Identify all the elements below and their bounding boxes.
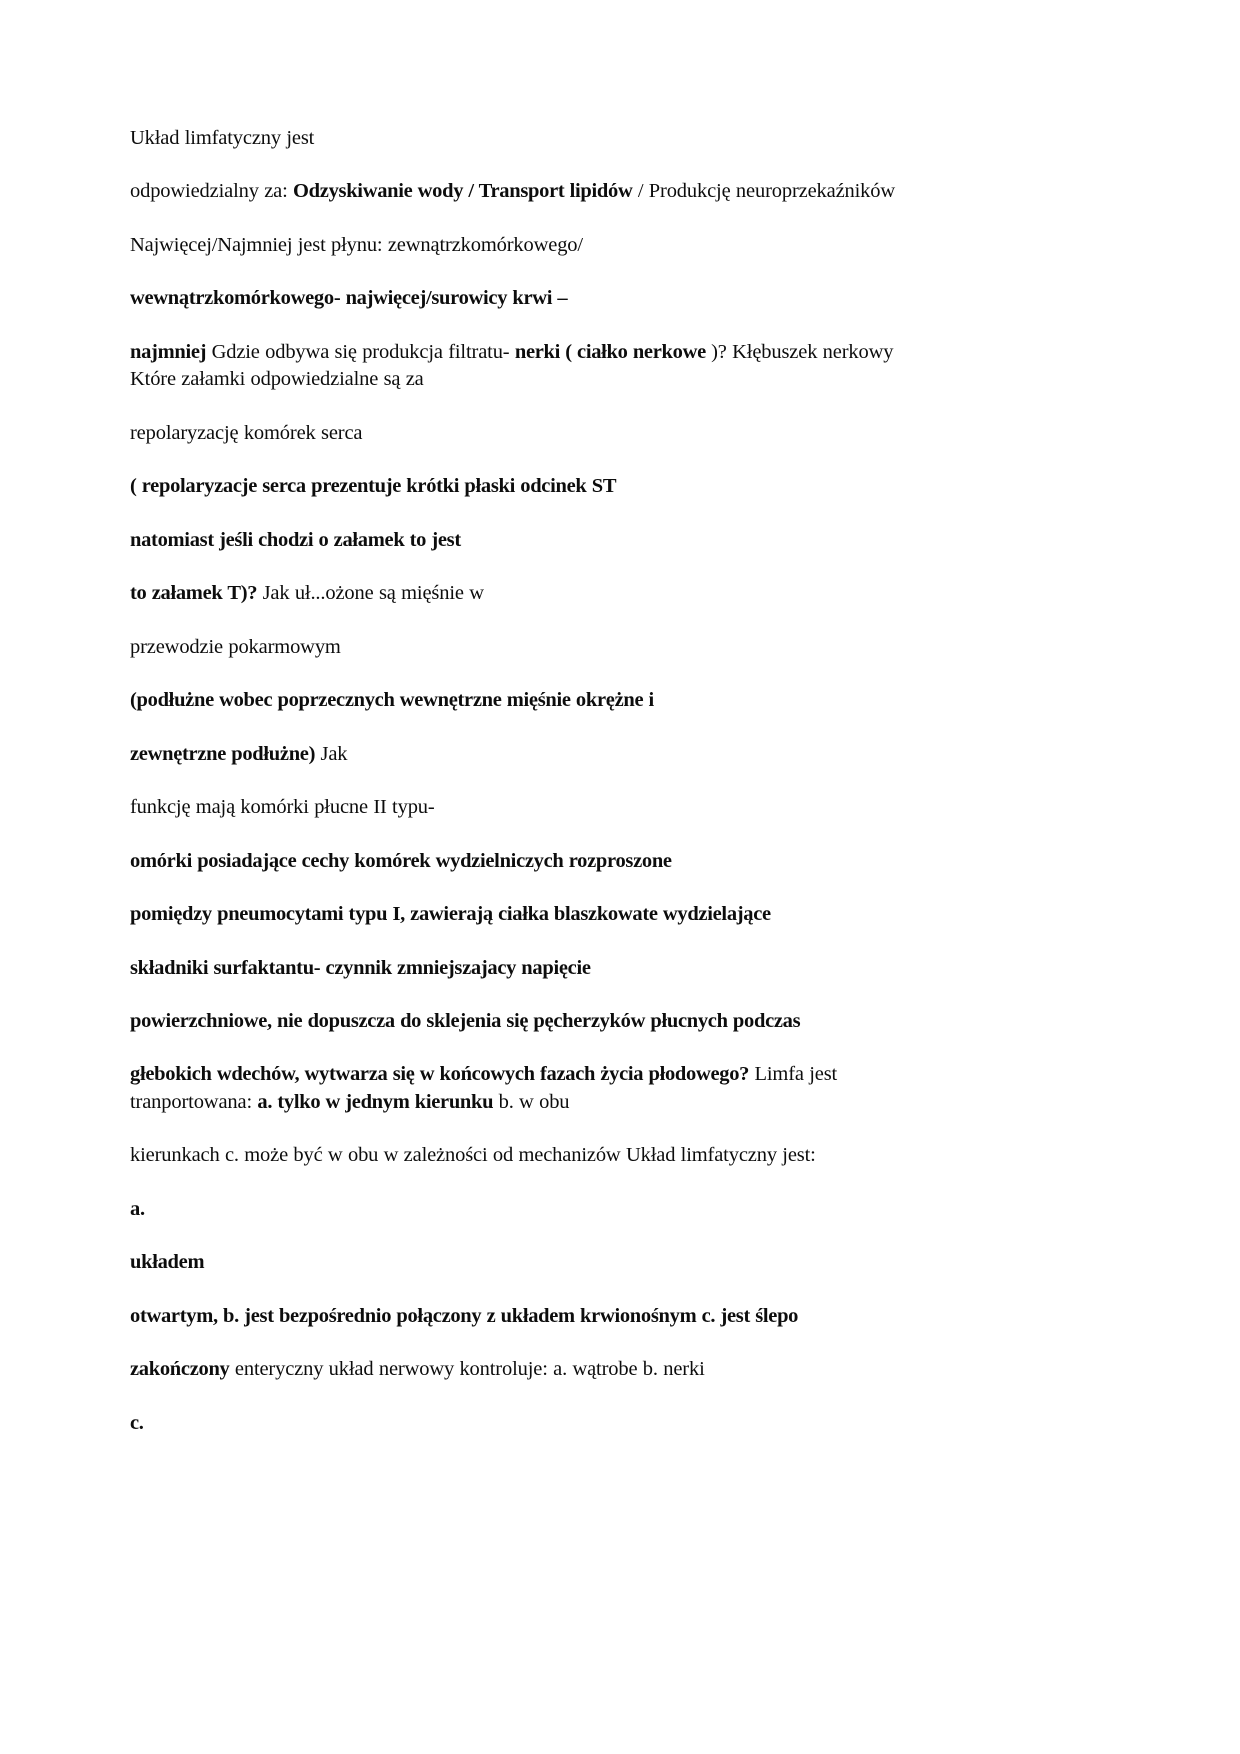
paragraph xyxy=(130,1008,935,1035)
paragraph xyxy=(130,1356,935,1383)
text-run-regular: Gdzie odbywa się produkcja filtratu- xyxy=(206,340,515,363)
text-run-regular: Układ limfatyczny jest xyxy=(130,127,315,149)
paragraph xyxy=(130,955,935,982)
text-run-bold: to załamek T)? xyxy=(130,582,258,605)
text-run-bold: wewnątrzkomórkowego- najwięcej/surowicy krwi – xyxy=(130,287,568,310)
text-run-bold: Odzyskiwanie wody / Transport lipidów xyxy=(293,180,633,203)
text-run-bold: nerki ( ciałko nerkowe xyxy=(514,340,712,363)
paragraph xyxy=(130,901,935,928)
text-run-bold: zakończony xyxy=(130,1358,230,1381)
text-run-bold: składniki surfaktantu- czynnik zmniejszajacy napięcie xyxy=(130,956,591,979)
paragraph xyxy=(130,1410,935,1437)
paragraph xyxy=(130,473,935,500)
text-run-regular: / Produkcję neuroprzekaźników xyxy=(632,180,896,203)
text-run-regular: funkcję mają komórki płucne II typu- xyxy=(130,796,435,819)
text-run-bold: najmniej xyxy=(130,340,207,363)
paragraph xyxy=(130,1142,935,1169)
text-run-regular: enteryczny układ nerwowy kontroluje: a. wątrobe b. nerki xyxy=(229,1358,705,1381)
paragraph xyxy=(130,741,935,768)
paragraph xyxy=(130,527,935,554)
paragraph xyxy=(130,1249,935,1276)
paragraph xyxy=(130,794,935,821)
text-run-regular: repolaryzację komórek serca xyxy=(130,421,363,444)
text-run-bold: głebokich wdechów, wytwarza się w końcowych fazach życia płodowego? xyxy=(130,1063,750,1086)
paragraph xyxy=(130,178,935,205)
paragraph xyxy=(130,634,935,661)
text-run-regular: kierunkach c. może być w obu w zależności od mechanizów Układ limfatyczny jest: xyxy=(130,1144,816,1167)
paragraph xyxy=(130,125,935,152)
text-run-regular: Jak uł...ożone są mięśnie w xyxy=(257,582,484,605)
text-run-bold: ( repolaryzacje serca prezentuje krótki płaski odcinek ST xyxy=(130,475,617,498)
paragraph xyxy=(130,285,935,312)
paragraph xyxy=(130,232,935,259)
paragraph xyxy=(130,1303,935,1330)
paragraph xyxy=(130,687,935,714)
text-run-regular: przewodzie pokarmowym xyxy=(130,635,341,658)
text-run-bold: (podłużne wobec poprzecznych wewnętrzne mięśnie okrężne i xyxy=(130,689,654,712)
text-run-regular: Najwięcej/Najmniej jest płynu: zewnątrzkomórkowego/ xyxy=(130,233,583,256)
text-run-bold: układem xyxy=(130,1251,205,1274)
text-run-bold: zewnętrzne podłużne) xyxy=(130,742,316,765)
paragraph xyxy=(130,848,935,875)
paragraph xyxy=(130,420,935,447)
document-text-body xyxy=(130,125,935,1437)
text-run-bold: natomiast jeśli chodzi o załamek to jest xyxy=(130,528,461,551)
paragraph xyxy=(130,339,935,394)
text-run-regular: )? Kłębuszek nerkowy Które załamki odpowiedzialne są za xyxy=(130,340,894,391)
text-run-bold: a. xyxy=(130,1197,145,1220)
text-run-regular: Jak xyxy=(315,742,348,765)
text-run-bold: c. xyxy=(130,1411,144,1434)
text-run-bold: powierzchniowe, nie dopuszcza do sklejenia się pęcherzyków płucnych podczas xyxy=(130,1009,801,1032)
text-run-bold: otwartym, b. jest bezpośrednio połączony z układem krwionośnym c. jest ślepo xyxy=(130,1304,799,1327)
text-run-regular: Limfa jest tranportowana: xyxy=(130,1063,838,1113)
paragraph xyxy=(130,1061,935,1116)
text-run-bold: pomiędzy pneumocytami typu I, zawierają ciałka blaszkowate wydzielające xyxy=(130,903,771,926)
text-run-regular: b. w obu xyxy=(493,1090,570,1113)
text-run-bold: a. tylko w jednym kierunku xyxy=(257,1090,494,1113)
paragraph xyxy=(130,580,935,607)
text-run-bold: omórki posiadające cechy komórek wydzielniczych rozproszone xyxy=(130,849,672,872)
text-run-regular: odpowiedzialny za: xyxy=(130,180,294,203)
paragraph xyxy=(130,1196,935,1223)
